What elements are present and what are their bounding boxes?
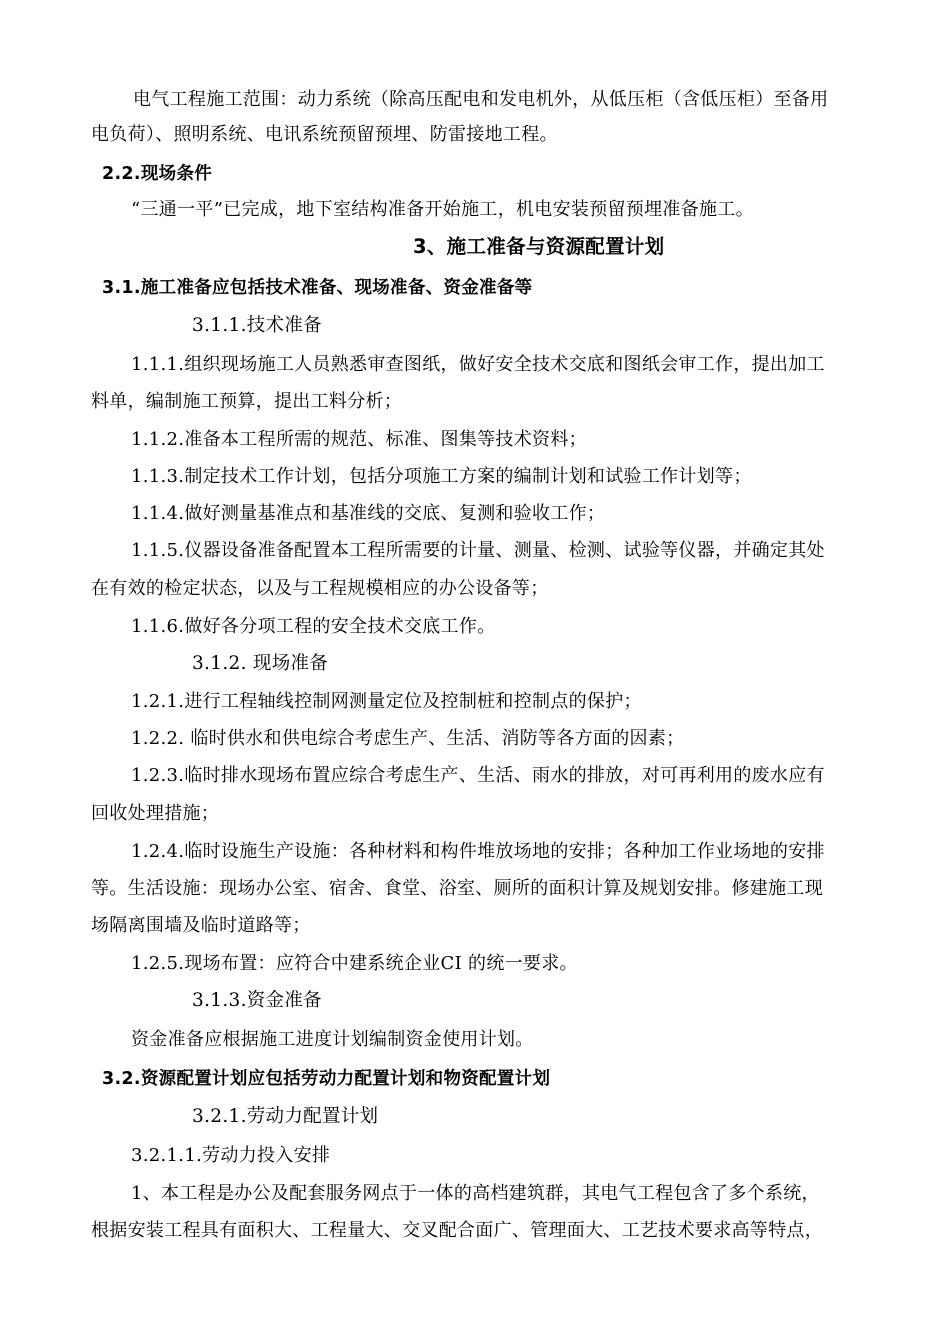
site-item-5: 1.2.5.现场布置：应符合中建系统企业CI 的统一要求。 — [131, 953, 578, 974]
tech-item-5-line-1: 1.1.5.仪器设备准备配置本工程所需要的计量、测量、检测、试验等仪器，并确定其处 — [131, 540, 825, 561]
tech-item-4: 1.1.4.做好测量基准点和基准线的交底、复测和验收工作； — [131, 503, 606, 524]
tech-item-1-line-2: 料单，编制施工预算，提出工料分析； — [91, 391, 403, 412]
subsection-heading-3-1-2: 3.1.2. 现场准备 — [192, 653, 329, 674]
site-conditions-text: “三通一平”已完成，地下室结构准备开始施工，机电安装预留预埋准备施工。 — [131, 199, 754, 220]
subsection-heading-3-2-1: 3.2.1.劳动力配置计划 — [192, 1106, 379, 1127]
section-heading-3-1: 3.1.施工准备应包括技术准备、现场准备、资金准备等 — [102, 278, 533, 298]
site-item-4-line-1: 1.2.4.临时设施生产设施：各种材料和构件堆放场地的安排；各种加工作业场地的安排 — [131, 841, 825, 862]
site-item-3-line-2: 回收处理措施； — [91, 803, 220, 824]
site-item-3-line-1: 1.2.3.临时排水现场布置应综合考虑生产、生活、雨水的排放，对可再利用的废水应有 — [131, 765, 825, 786]
chapter-3-title: 3、施工准备与资源配置计划 — [413, 235, 665, 258]
funds-text: 资金准备应根据施工进度计划编制资金使用计划。 — [131, 1029, 534, 1050]
site-item-2: 1.2.2. 临时供水和供电综合考虑生产、生活、消防等各方面的因素； — [131, 728, 685, 749]
tech-item-1-line-1: 1.1.1.组织现场施工人员熟悉审查图纸，做好安全技术交底和图纸会审工作，提出加工 — [131, 354, 825, 375]
tech-item-3: 1.1.3.制定技术工作计划，包括分项施工方案的编制计划和试验工作计划等； — [131, 466, 752, 487]
section-heading-2-2: 2.2.现场条件 — [102, 164, 213, 184]
labor-para-line-2: 根据安装工程具有面积大、工程量大、交叉配合面广、管理面大、工艺技术要求高等特点， — [91, 1220, 823, 1241]
labor-para-line-1: 1、本工程是办公及配套服务网点于一体的高档建筑群，其电气工程包含了多个系统， — [131, 1183, 820, 1204]
tech-item-5-line-2: 在有效的检定状态，以及与工程规模相应的办公设备等； — [91, 578, 549, 599]
site-item-4-line-2: 等。生活设施：现场办公室、宿舍、食堂、浴室、厕所的面积计算及规划安排。修建施工现 — [91, 878, 823, 899]
tech-item-2: 1.1.2.准备本工程所需的规范、标准、图集等技术资料； — [131, 429, 587, 450]
subsection-heading-3-1-1: 3.1.1.技术准备 — [192, 315, 322, 336]
subsubsection-heading-3-2-1-1: 3.2.1.1.劳动力投入安排 — [131, 1145, 331, 1166]
scope-para-line-2: 电负荷）、照明系统、电讯系统预留预埋、防雷接地工程。 — [91, 124, 558, 145]
tech-item-6: 1.1.6.做好各分项工程的安全技术交底工作。 — [131, 616, 496, 637]
section-heading-3-2: 3.2.资源配置计划应包括劳动力配置计划和物资配置计划 — [102, 1069, 551, 1089]
site-item-4-line-3: 场隔离围墙及临时道路等； — [91, 915, 311, 936]
site-item-1: 1.2.1.进行工程轴线控制网测量定位及控制桩和控制点的保护； — [131, 691, 642, 712]
subsection-heading-3-1-3: 3.1.3.资金准备 — [192, 990, 322, 1011]
scope-para-line-1: 电气工程施工范围：动力系统（除高压配电和发电机外，从低压柜（含低压柜）至备用 — [133, 89, 829, 110]
